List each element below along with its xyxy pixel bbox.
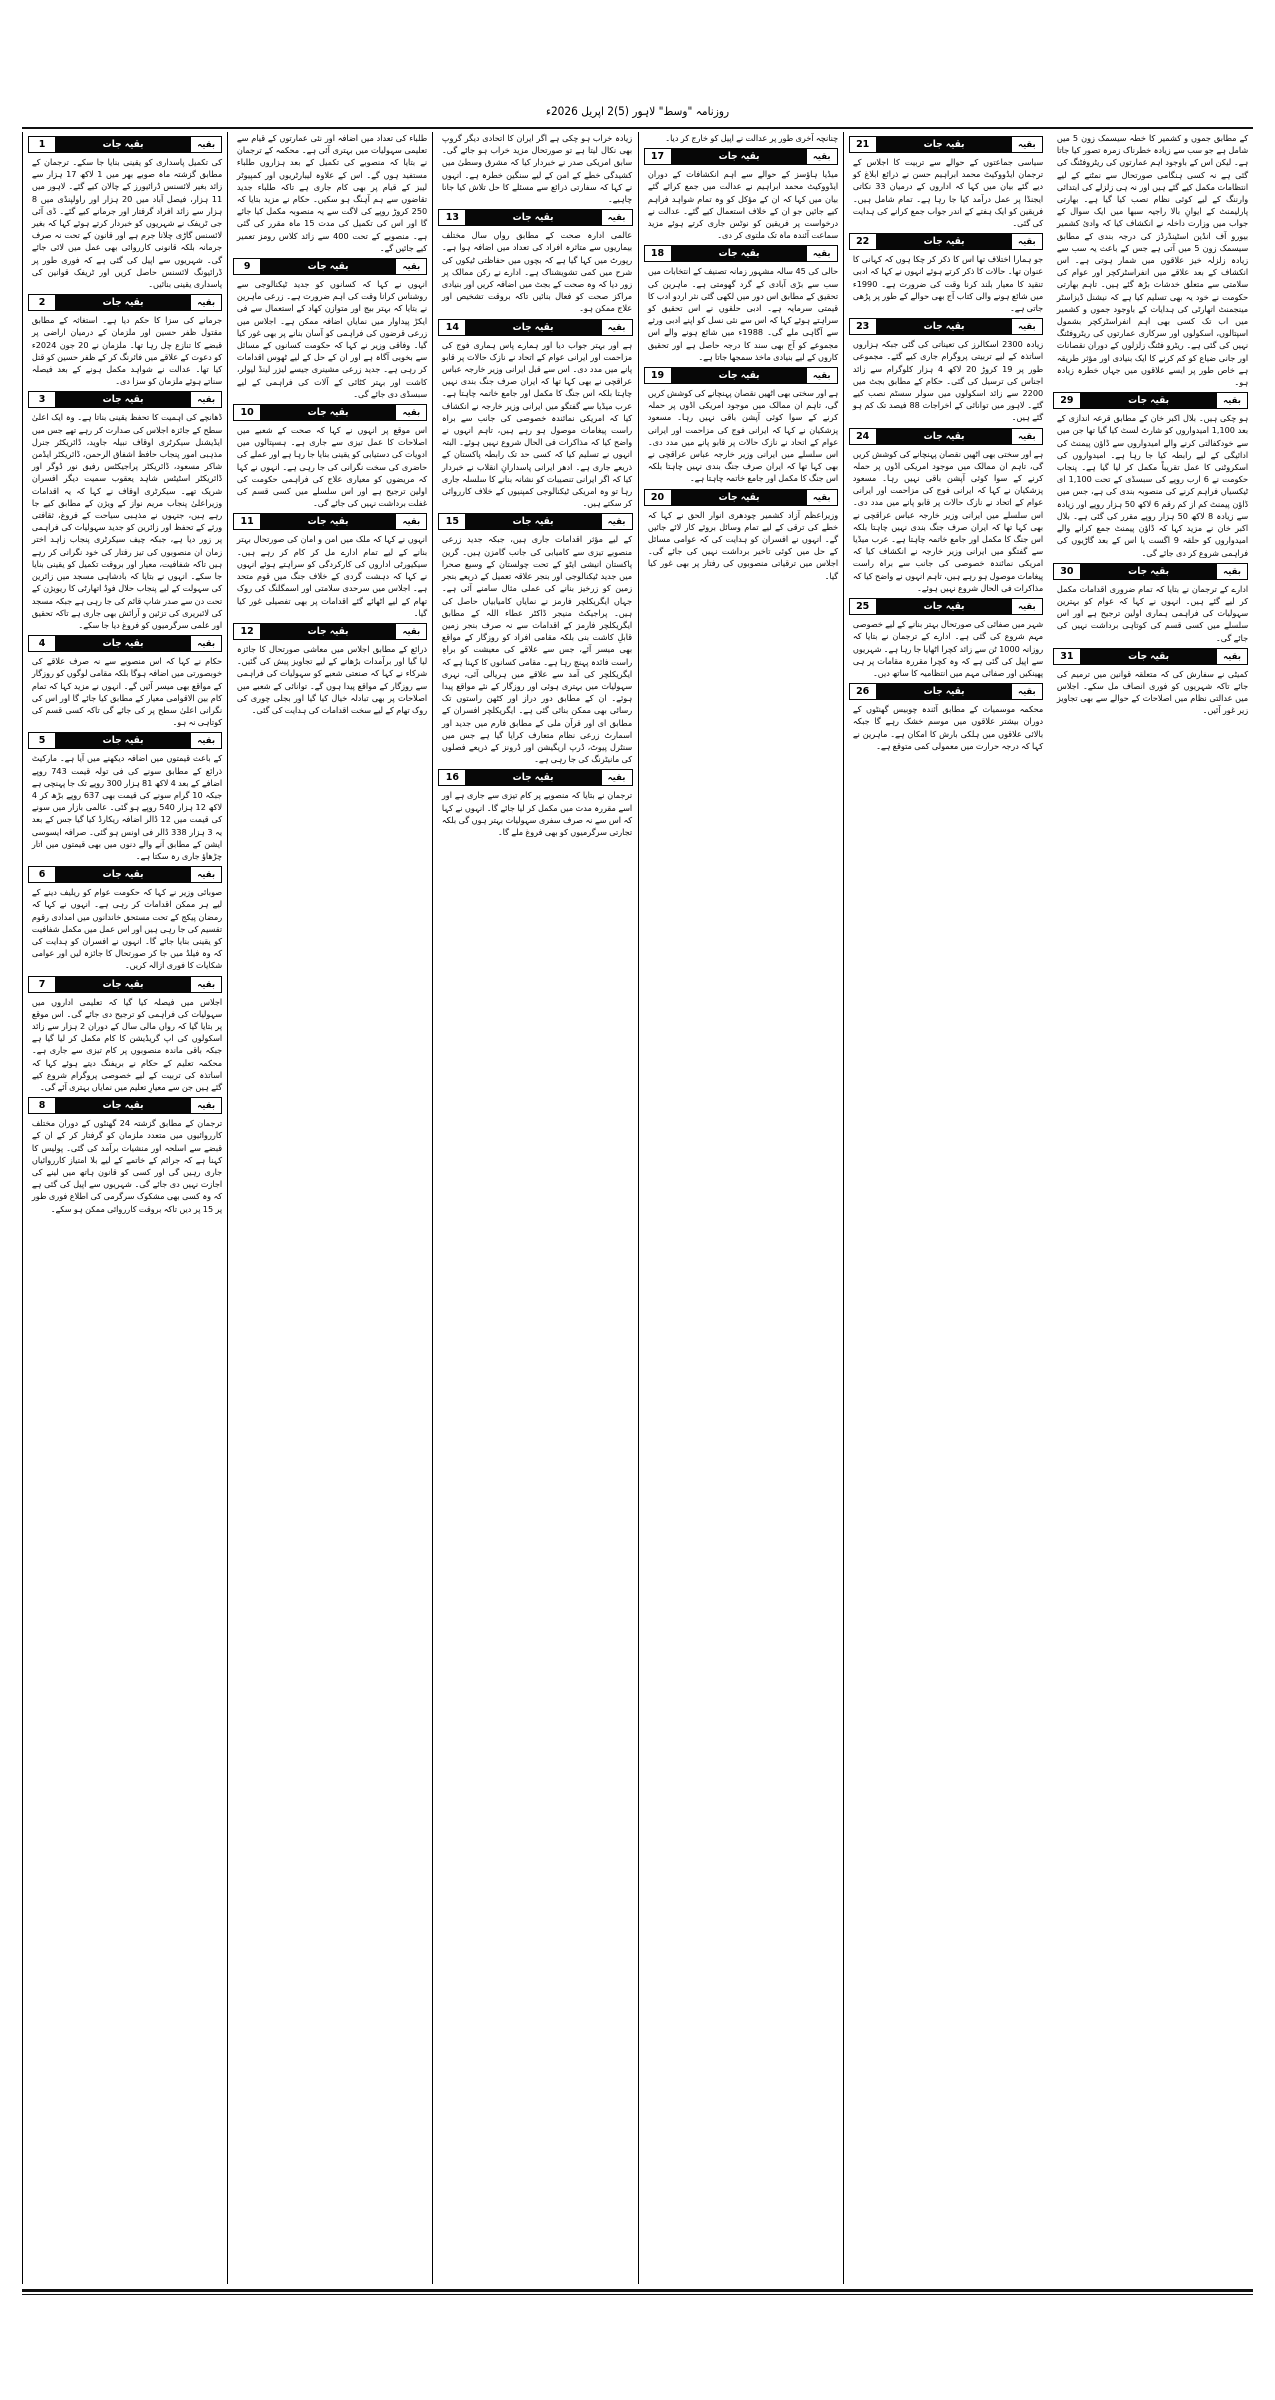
section-title: بقیہ جات: [513, 321, 554, 333]
section-header[interactable]: [1053, 648, 1248, 665]
section-number: 25: [850, 599, 876, 614]
news-column: [1048, 132, 1253, 2284]
section-tag: بقیہ: [807, 368, 837, 383]
article-paragraph: کے باعث قیمتوں میں اضافہ دیکھنے میں آیا ہے۔ مارکیٹ ذرائع کے مطابق سونے کی فی تولہ قیمت 743 روپے اضافے کے بعد 4 لاکھ 81 ہزار 300 روپے تک جا پہنچی ہے جبکہ 10 گرام سونے کی قیمت بھی 637 روپے بڑھ کر 4 لاکھ 12 ہزار 540 روپے ہو گئی۔ عالمی بازار میں سونے کی قیمت میں 12 ڈالر اضافہ ریکارڈ کیا گیا جس کے بعد یہ 3 ہزار 338 ڈالر فی اونس ہو گئی۔ صرافہ ایسوسی ایشن کے مطابق آنے والے دنوں میں بھی قیمتوں میں اتار چڑھاؤ جاری رہ سکتا ہے۔: [31, 753, 223, 861]
article-paragraph: عالمی ادارہ صحت کے مطابق رواں سال مختلف بیماریوں سے متاثرہ افراد کی تعداد میں اضافہ ہوا ہے۔ رپورٹ میں کہا گیا ہے کہ بچوں میں حفاظتی ٹیکوں کی شرح میں کمی تشویشناک ہے۔ ادارے نے رکن ممالک پر زور دیا کہ وہ صحت کے بجٹ میں اضافہ کریں اور بنیادی مراکز صحت کو فعال بنائیں تاکہ بروقت تشخیص اور علاج ممکن ہو۔: [442, 230, 633, 314]
section-number: 1: [29, 137, 55, 152]
section-header[interactable]: [644, 148, 838, 165]
section-title: بقیہ جات: [102, 297, 144, 309]
section-tag: بقیہ: [191, 733, 221, 748]
section-number: 2: [29, 295, 55, 310]
section-title: بقیہ جات: [1128, 650, 1169, 662]
section-number: 23: [850, 319, 876, 334]
section-header[interactable]: [233, 623, 427, 640]
section-tag: بقیہ: [1012, 234, 1042, 249]
section-number: 29: [1054, 393, 1080, 408]
section-number: 31: [1054, 649, 1080, 664]
section-title: بقیہ جات: [102, 869, 144, 881]
section-title: بقیہ جات: [923, 430, 965, 442]
section-header[interactable]: [644, 367, 838, 384]
section-title: بقیہ جات: [307, 625, 349, 637]
section-number: 5: [29, 733, 55, 748]
article-paragraph: سیاسی جماعتوں کے حوالے سے تربیت کا اجلاس کے ترجمان ایڈووکیٹ محمد ابراہیم حسن نے ذرائع ابلاغ کو دیے گئے بیان میں کہا کہ اداروں کے درمیان 33 نکاتی ایجنڈا پر عمل درآمد کیا جا رہا ہے۔ تمام شامل ہیں۔ فریقین کو ایک ہفتے کے اندر جواب جمع کرانے کی ہدایت کی گئی۔: [852, 157, 1043, 229]
section-header[interactable]: [644, 245, 838, 262]
article-paragraph: میڈیا ہاؤسز کے حوالے سے اہم انکشافات کے دوران ایڈووکیٹ محمد ابراہیم نے عدالت میں جمع کرائے گئے بیان میں کہا کہ ان کے مؤکل کو وہ تمام شواہد فراہم کیے جائیں جو ان کے خلاف استعمال کیے گئے۔ عدالت نے درخواست پر فریقین کو نوٹس جاری کرتے ہوئے مزید سماعت آئندہ ماہ تک ملتوی کر دی۔: [647, 169, 838, 241]
section-tag: بقیہ: [396, 405, 426, 420]
section-header[interactable]: [438, 319, 632, 336]
section-tag: بقیہ: [602, 514, 632, 529]
article-paragraph: ذرائع کے مطابق اجلاس میں معاشی صورتحال کا جائزہ لیا گیا اور برآمدات بڑھانے کے لیے تجاویز پیش کی گئیں۔ شرکاء نے کہا کہ صنعتی شعبے کو سہولیات کی فراہمی سے روزگار کے مواقع پیدا ہوں گے۔ توانائی کے شعبے میں اصلاحات پر بھی تبادلہ خیال کیا گیا اور بجلی چوری کی روک تھام کے لیے سخت اقدامات کی ہدایت کی گئی۔: [237, 643, 428, 715]
section-title: بقیہ جات: [923, 601, 965, 613]
section-header[interactable]: [28, 294, 222, 311]
header-rule: [22, 127, 1253, 129]
article-paragraph: کے مطابق جموں و کشمیر کا خطہ سیسمک زون 5 میں شامل ہے جو سب سے زیادہ خطرناک زمرہ تصور کیا جاتا ہے۔ لیکن اس کے باوجود اہم عمارتوں کی ریٹروفٹنگ کی گئی ہے نہ کسی ہنگامی صورتحال سے نمٹنے کے لیے انتظامات مکمل کیے گئے ہیں اور نہ ہی زلزلے کی ابتدائی وارننگ کے لیے کوئی نظام نصب کیا گیا ہے۔ بھارتی پارلیمنٹ کے ایوانِ بالا راجیہ سبھا میں ایک سوال کے جواب میں وزارت داخلہ نے انکشاف کیا کہ وادیٔ کشمیر بیورو آف انڈین اسٹینڈرڈز کی درجہ بندی کے مطابق سیسمک زون 5 میں آتی ہے جس کے باعث یہ سب سے زیادہ زلزلہ خیز علاقوں میں شمار ہوتی ہے۔ اس انکشاف کے بعد علاقے میں انفراسٹرکچر اور عوام کی سلامتی سے متعلق خدشات بڑھ گئے ہیں۔ تاہم بھارتی حکومت نے خود یہ بھی تسلیم کیا ہے کہ نیشنل ڈیزاسٹر مینجمنٹ اتھارٹی کی ہدایات کے باوجود جموں و کشمیر میں اب تک کسی بھی اہم انفراسٹرکچر بشمول اسپتالوں، اسکولوں اور سرکاری عمارتوں کی ریٹروفٹنگ نہیں کی گئی ہے۔ ریٹرو فٹنگ زلزلوں کے دوران نقصانات اور جانی ضیاع کو کم کرنے کا ایک بنیادی اور مؤثر طریقہ ہے خاص طور پر ایسے علاقوں میں جہاں خطرہ زیادہ ہو۔: [1056, 133, 1249, 388]
article-paragraph: کے لیے مؤثر اقدامات جاری ہیں، جبکہ جدید زرعی منصوبے تیزی سے کامیابی کی جانب گامزن ہیں۔ گرین پاکستان انیشی ایٹو کے تحت چولستان کے وسیع صحرا میں جدید ٹیکنالوجی اور بنجر علاقہ تعمیل کے ذریعے بنجر زمین کو زرخیز بنانے کی عملی مثال سامنے آئی ہے۔ جہاں ایگریکلچر فارمز نے نمایاں کامیابیاں حاصل کی ہیں۔ پراجیکٹ منیجر ڈاکٹر عطاء اللہ کے مطابق ایگریکلچر فارمز کے اقدامات سے نہ صرف بنجر زمین قابلِ کاشت بنی بلکہ مقامی افراد کو روزگار کے مواقع بھی میسر آئے، جس سے علاقے کی معیشت کو براہِ راست فائدہ پہنچ رہا ہے۔ مقامی کسانوں کا کہنا ہے کہ ایگریکلچر کی آمد سے علاقے میں ہریالی آئی، نہری سہولیات میں بہتری ہوئی اور روزگار کے نئے مواقع پیدا ہوئے۔ ان کے مطابق دور دراز اور کٹھن راستوں تک رسائی بھی ممکن بنائی گئی ہے۔ ایگریکلچر افسران کے مطابق ای اور قرآن ملی کے مطابق فارم میں جدید اور اسمارٹ زرعی نظام متعارف کرایا گیا ہے جس میں سنٹرل پیوٹ، ڈرپ اریگیشن اور ڈرونز کے ذریعے فصلوں کی مانیٹرنگ کی جا رہی ہے۔: [442, 534, 633, 765]
article-paragraph: ادارے کے ترجمان نے بتایا کہ تمام ضروری اقدامات مکمل کر لیے گئے ہیں۔ انہوں نے کہا کہ عوام کو بہترین سہولیات کی فراہمی ہماری اولین ترجیح ہے اور اس سلسلے میں کسی قسم کی کوتاہی برداشت نہیں کی جائے گی۔: [1056, 583, 1249, 643]
section-number: 30: [1054, 564, 1080, 579]
article-paragraph: کی تکمیل پاسداری کو یقینی بنایا جا سکے۔ ترجمان کے مطابق گزشتہ ماہ صوبے بھر میں 1 لاکھ 17 ہزار سے زائد بغیر لائسنس ڈرائیورز کے چالان کیے گئے۔ لاہور میں 11 ہزار، فیصل آباد میں 20 ہزار اور راولپنڈی میں 8 ہزار سے زائد افراد گرفتار اور جرمانے کیے گئے۔ ڈی آئی جی ٹریفک نے شہریوں کو خبردار کرتے ہوئے کہا کہ بغیر لائسنس گاڑی چلانا جرم ہے اور قانون کے تحت نہ صرف جرمانہ بلکہ قانونی کارروائی بھی عمل میں لائی جائے گی۔ شہریوں سے اپیل کی گئی ہے کہ فوری طور پر ڈرائیونگ لائسنس حاصل کریں اور ٹریفک قوانین کی پاسداری یقینی بنائیں۔: [31, 157, 223, 290]
article-paragraph: جو ہمارا اختلاف تھا اس کا ذکر کر چکا ہوں کہ کہانی کا عنوان تھا۔ حالات کا ذکر کرتے ہوئے انہوں نے کہا کہ ادبی تنقید کا معیار بلند کرنا وقت کی ضرورت ہے۔ 1990ء میں شائع ہونے والی کتاب آج بھی حوالے کے طور پر پڑھی جاتی ہے۔: [852, 254, 1043, 314]
section-number: 20: [645, 490, 671, 505]
article-paragraph: چنانچہ آخری طور پر عدالت نے اپیل کو خارج کر دیا۔: [664, 133, 838, 143]
article-paragraph: حکام نے کہا کہ اس منصوبے سے نہ صرف علاقے کی خوبصورتی میں اضافہ ہوگا بلکہ مقامی لوگوں کو روزگار کے مواقع بھی میسر آئیں گے۔ انہوں نے مزید کہا کہ تمام کام بین الاقوامی معیار کے مطابق کیا جائے گا اور اس کی نگرانی اعلیٰ سطح پر کی جائے گی تاکہ کسی قسم کی کوتاہی نہ ہو۔: [31, 656, 223, 728]
section-header[interactable]: [233, 513, 427, 530]
section-header[interactable]: [849, 598, 1043, 615]
section-number: 22: [850, 234, 876, 249]
section-title: بقیہ جات: [307, 516, 349, 528]
section-title: بقیہ جات: [1128, 565, 1169, 577]
section-header[interactable]: [233, 404, 427, 421]
section-header[interactable]: [28, 136, 222, 153]
article-paragraph: ترجمان نے بتایا کہ منصوبے پر کام تیزی سے جاری ہے اور اسے مقررہ مدت میں مکمل کر لیا جائے گا۔ انہوں نے کہا کہ اس سے نہ صرف سفری سہولیات بہتر ہوں گی بلکہ تجارتی سرگرمیوں کو بھی فروغ ملے گا۔: [442, 790, 633, 837]
section-tag: بقیہ: [191, 392, 221, 407]
section-title: بقیہ جات: [923, 139, 965, 150]
section-header[interactable]: [849, 136, 1043, 153]
section-tag: بقیہ: [191, 137, 221, 152]
section-number: 11: [234, 514, 260, 529]
article-paragraph: زیادہ خراب ہو چکی ہے اگر ایران کا اتحادی دیگر گروپ بھی نکال لیتا ہے تو صورتحال مزید خراب ہو جائے گی۔ سابق امریکی صدر نے خبردار کیا کہ مشرق وسطیٰ میں کشیدگی خطے کے امن کے لیے سنگین خطرہ ہے۔ انہوں نے کہا کہ سفارتی ذرائع سے مسئلے کا حل تلاش کیا جانا چاہیے۔: [442, 133, 633, 205]
section-header[interactable]: [233, 258, 427, 275]
section-tag: بقیہ: [191, 636, 221, 651]
section-number: 19: [645, 368, 671, 383]
section-header[interactable]: [28, 1097, 222, 1114]
section-title: بقیہ جات: [923, 686, 965, 698]
article-paragraph: ڈھانچے کی اہمیت کا تحفظ یقینی بناتا ہے۔ وہ ایک اعلیٰ سطح کے جائزہ اجلاس کی صدارت کر رہے تھے جس میں ایڈیشنل سیکرٹری اوقاف نبیلہ جاوید، ڈائریکٹر جنرل مذہبی امور پنجاب حافظ اشفاق الرحمن، ڈائریکٹر ایڈمن شاکر مسعود، ڈائریکٹر پراجیکٹس رفیق نور ڈوگر اور ڈائریکٹر اسٹیٹس شاہد یعقوب سمیت دیگر افسران شریک تھے۔ سیکرٹری اوقاف نے کہا کہ یہ اقدامات وزیراعلیٰ پنجاب مریم نواز کے ویژن کے مطابق کیے جا رہے ہیں، جنہوں نے مذہبی سیاحت کے فروغ، ثقافتی ورثے کے تحفظ اور زائرین کو جدید سہولیات کی فراہمی پر زور دیا ہے، جبکہ چیف سیکرٹری پنجاب زاہد اختر زمان ان منصوبوں کی تیز رفتار کی خود نگرانی کر رہے ہیں تاکہ شفافیت، معیار اور بروقت تکمیل کو یقینی بنایا جا سکے۔ انہوں نے بتایا کہ بادشاہی مسجد میں زائرین کی سہولت کے لیے پنجاب حلال فوڈ اتھارٹی کا ریویژن کے تحت دن سے صدر شاپ قائم کی جا رہی ہے جبکہ مسجد کی لائبریری کی تزئین و آرائش بھی جاری ہے تاکہ تحقیق اور علمی سرگرمیوں کو فروغ دیا جا سکے۔: [31, 412, 223, 630]
article-paragraph: طلباء کی تعداد میں اضافہ اور نئی عمارتوں کے قیام سے تعلیمی سہولیات میں بہتری آئی ہے۔ محکمہ کے ترجمان نے بتایا کہ منصوبے کی تکمیل کے بعد ہزاروں طلباء مستفید ہوں گے۔ اس کے علاوہ لیبارٹریوں اور کمپیوٹر لیبز کے قیام پر بھی کام جاری ہے تاکہ طلباء جدید تقاضوں سے ہم آہنگ ہو سکیں۔ حکام نے مزید بتایا کہ 250 کروڑ روپے کی لاگت سے یہ منصوبہ مکمل کیا جائے گا اور اس کی تکمیل کی مدت 15 ماہ مقرر کی گئی ہے۔ منصوبے کے تحت 400 سے زائد کلاس رومز تعمیر کیے جائیں گے۔: [237, 133, 428, 253]
section-number: 8: [29, 1098, 55, 1113]
section-title: بقیہ جات: [923, 236, 965, 248]
section-header[interactable]: [438, 513, 632, 530]
section-title: بقیہ جات: [102, 978, 144, 990]
article-paragraph: صوبائی وزیر نے کہا کہ حکومت عوام کو ریلیف دینے کے لیے ہر ممکن اقدامات کر رہی ہے۔ انہوں نے کہا کہ رمضان پیکج کے تحت مستحق خاندانوں میں امدادی رقوم تقسیم کی جا رہی ہیں اور اس عمل میں مکمل شفافیت کو یقینی بنایا جائے گا۔ انہوں نے افسران کو ہدایت کی کہ وہ فیلڈ میں جا کر صورتحال کا جائزہ لیں اور عوامی شکایات کا فوری ازالہ کریں۔: [31, 887, 223, 971]
article-paragraph: ہے اور بہتر جواب دیا اور ہمارے پاس ہماری فوج کی مزاحمت اور ایرانی عوام کے اتحاد نے نازک حالات پر قابو پانے میں مدد دی۔ اس سے قبل ایرانی وزیر خارجہ عباس عراقچی نے بھی کہا تھا کہ ایران صرف جنگ بندی نہیں چاہتا بلکہ اس جنگ کا مکمل اور جامع خاتمہ چاہتا ہے۔ عرب میڈیا سے گفتگو میں ایرانی وزیر خارجہ نے انکشاف کیا کہ امریکی نمائندہ خصوصی کی جانب سے براہ راست پیغامات موصول ہو رہے ہیں، تاہم انہوں نے واضح کیا کہ مذاکرات فی الحال شروع نہیں ہوئے۔ البتہ انہوں نے تسلیم کیا کہ کسی حد تک رابطہ پاکستان کے ذریعے جاری ہے۔ ادھر ایرانی پاسدارانِ انقلاب نے خبردار کیا کہ اگر ایرانی تنصیبات کو نشانہ بنانے کا سلسلہ جاری رہا تو وہ امریکی ٹیکنالوجی کمپنیوں کے خلاف کارروائی کر سکتے ہیں۔: [442, 339, 633, 509]
section-number: 7: [29, 977, 55, 992]
news-column: [432, 132, 637, 2284]
section-header[interactable]: [438, 209, 632, 226]
section-number: 24: [850, 429, 876, 444]
section-number: 16: [439, 770, 465, 785]
section-title: بقیہ جات: [307, 407, 349, 419]
section-tag: بقیہ: [807, 246, 837, 261]
section-tag: بقیہ: [191, 867, 221, 882]
section-title: بقیہ جات: [718, 370, 760, 382]
section-number: 21: [850, 137, 876, 152]
footer-rule: [22, 2289, 1253, 2292]
section-header[interactable]: [1053, 392, 1248, 409]
section-title: بقیہ جات: [923, 321, 965, 333]
article-paragraph: محکمہ موسمیات کے مطابق آئندہ چوبیس گھنٹوں کے دوران بیشتر علاقوں میں موسم خشک رہے گا جبکہ بالائی علاقوں میں ہلکی بارش کا امکان ہے۔ ماہرین نے کہا کہ درجہ حرارت میں معمولی کمی متوقع ہے۔: [852, 704, 1043, 751]
article-paragraph: ترجمان کے مطابق گزشتہ 24 گھنٹوں کے دوران مختلف کارروائیوں میں متعدد ملزمان کو گرفتار کر کے ان کے قبضے سے اسلحہ اور منشیات برآمد کی گئی۔ پولیس کا کہنا ہے کہ جرائم کے خاتمے کے لیے بلا امتیاز کارروائیاں جاری رہیں گی اور کسی کو قانون ہاتھ میں لینے کی اجازت نہیں دی جائے گی۔ شہریوں سے اپیل کی گئی ہے کہ وہ کسی بھی مشکوک سرگرمی کی اطلاع فوری طور پر 15 پر دیں تاکہ بروقت کارروائی ممکن ہو سکے۔: [31, 1118, 223, 1214]
section-title: بقیہ جات: [102, 1100, 144, 1112]
section-number: 14: [439, 320, 465, 335]
masthead: [0, 104, 1275, 118]
section-title: بقیہ جات: [513, 516, 554, 528]
section-number: 9: [234, 259, 260, 274]
section-title: بقیہ جات: [1128, 395, 1169, 407]
section-header[interactable]: [28, 866, 222, 883]
section-header[interactable]: [849, 428, 1043, 445]
article-paragraph: اس موقع پر انہوں نے کہا کہ صحت کے شعبے میں اصلاحات کا عمل تیزی سے جاری ہے۔ ہسپتالوں میں ادویات کی دستیابی کو یقینی بنایا جا رہا ہے اور عملے کی حاضری کی سخت نگرانی کی جا رہی ہے۔ انہوں نے کہا کہ مریضوں کو معیاری علاج کی فراہمی حکومت کی اولین ترجیح ہے اور اس سلسلے میں کسی قسم کی غفلت برداشت نہیں کی جائے گی۔: [237, 425, 428, 509]
section-number: 4: [29, 636, 55, 651]
section-title: بقیہ جات: [307, 261, 349, 273]
section-header[interactable]: [28, 976, 222, 993]
section-title: بقیہ جات: [718, 491, 760, 503]
section-title: بقیہ جات: [718, 151, 760, 163]
section-number: 26: [850, 684, 876, 699]
section-title: بقیہ جات: [102, 394, 144, 406]
section-tag: بقیہ: [1012, 137, 1042, 152]
section-header[interactable]: [1053, 563, 1248, 580]
section-tag: بقیہ: [1217, 393, 1247, 408]
section-number: 12: [234, 624, 260, 639]
section-tag: بقیہ: [1217, 649, 1247, 664]
news-column: [227, 132, 432, 2284]
section-tag: بقیہ: [191, 977, 221, 992]
section-tag: بقیہ: [1012, 599, 1042, 614]
section-header[interactable]: [849, 318, 1043, 335]
section-header[interactable]: [849, 683, 1043, 700]
section-tag: بقیہ: [602, 320, 632, 335]
section-title: بقیہ جات: [102, 139, 144, 150]
section-title: بقیہ جات: [718, 248, 760, 260]
section-tag: بقیہ: [807, 149, 837, 164]
section-number: 6: [29, 867, 55, 882]
news-column: [22, 132, 227, 2284]
section-header[interactable]: [28, 635, 222, 652]
section-number: 10: [234, 405, 260, 420]
section-tag: بقیہ: [1012, 429, 1042, 444]
article-paragraph: ہو چکی ہیں۔ بلال اکبر خان کے مطابق قرعہ اندازی کے بعد 1,100 امیدواروں کو شارٹ لسٹ کیا گیا تھا جن میں سے خودکفالتی کرنے والے امیدواروں سے ڈاؤن پیمنٹ کی ادائیگی کے لیے رابطہ کیا جا رہا ہے۔ امیدواروں کی اسکروٹنی کا عمل تقریباً مکمل کر لیا گیا ہے۔ پنجاب حکومت نے 6 ارب روپے کی سبسڈی کے تحت 1,100 ای ٹیکسیاں فراہم کرنے کی منصوبہ بندی کی ہے، جس میں ڈاؤن پیمنٹ کم از کم رقم 6 لاکھ 50 ہزار روپے اور زیادہ سے زیادہ 8 لاکھ 50 ہزار روپے مقرر کی گئی ہے۔ بلال اکبر خان نے مزید کہا کہ ڈاؤن پیمنٹ جمع کرانے والے امیدواروں کو حلقہ 9 اگست یا اس کے بعد گاڑیوں کی فراہمی شروع کر دی جائے گی۔: [1056, 413, 1249, 558]
section-title: بقیہ جات: [102, 638, 144, 650]
article-paragraph: زیادہ 2300 اسکالرز کی تعیناتی کی گئی جبکہ ہزاروں اساتذہ کے لیے تربیتی پروگرام جاری کیے گئے۔ مجموعی طور پر 19 کروڑ 20 لاکھ 4 ہزار کلوگرام سے زائد اجناس کی ترسیل کی گئی۔ حکام کے مطابق بجٹ میں 2200 سے زائد اسکولوں میں سولر سسٹم نصب کیے گئے۔ لاہور میں توانائی کے اخراجات 88 فیصد تک کم ہو گئے ہیں۔: [852, 339, 1043, 423]
section-tag: بقیہ: [396, 259, 426, 274]
news-column: [638, 132, 843, 2284]
article-paragraph: ہے اور سختی بھی اٹھیں نقصان پہنچانے کی کوشش کریں گی، تاہم ان ممالک میں موجود امریکی اڈوں پر حملہ کرنے کے سوا کوئی آپشن باقی نہیں رہا۔ مسعود پزشکیان نے کہا کہ ایرانی فوج کی مزاحمت اور ایرانی عوام کے اتحاد نے نازک حالات پر قابو پانے میں مدد دی۔ اس سلسلے میں ایرانی وزیر خارجہ عباس عراقچی نے بھی کہا تھا کہ ایران صرف جنگ بندی نہیں چاہتا بلکہ اس جنگ کا مکمل اور جامع خاتمہ چاہتا ہے۔ عرب میڈیا سے گفتگو میں ایرانی وزیر خارجہ نے انکشاف کیا کہ امریکی نمائندہ خصوصی کی جانب سے براہ راست پیغامات موصول ہو رہے ہیں، تاہم انہوں نے واضح کیا کہ مذاکرات فی الحال شروع نہیں ہوئے۔: [852, 448, 1043, 593]
section-number: 15: [439, 514, 465, 529]
section-header[interactable]: [28, 391, 222, 408]
section-number: 13: [439, 210, 465, 225]
footer-rule-thin: [22, 2294, 1253, 2295]
section-tag: بقیہ: [191, 295, 221, 310]
section-tag: بقیہ: [396, 624, 426, 639]
section-tag: بقیہ: [807, 490, 837, 505]
section-header[interactable]: [644, 489, 838, 506]
article-paragraph: انہوں نے کہا کہ ملک میں امن و امان کی صورتحال بہتر بنانے کے لیے تمام ادارے مل کر کام کر رہے ہیں۔ سیکیورٹی اداروں کی کارکردگی کو سراہتے ہوئے انہوں نے کہا کہ دہشت گردی کے خلاف جنگ میں قوم متحد ہے۔ اجلاس میں سرحدی سلامتی اور اسمگلنگ کی روک تھام کے لیے اٹھائے گئے اقدامات پر بھی تفصیلی غور کیا گیا۔: [237, 534, 428, 618]
section-tag: بقیہ: [1217, 564, 1247, 579]
section-tag: بقیہ: [1012, 684, 1042, 699]
article-paragraph: اجلاس میں فیصلہ کیا گیا کہ تعلیمی اداروں میں سہولیات کی فراہمی کو ترجیح دی جائے گی۔ اس موقع پر بتایا گیا کہ رواں مالی سال کے دوران 2 ہزار سے زائد اسکولوں کی اپ گریڈیشن کا کام مکمل کر لیا گیا ہے جبکہ باقی ماندہ منصوبوں پر کام تیزی سے جاری ہے۔ محکمہ تعلیم کے حکام نے بریفنگ دیتے ہوئے کہا کہ اساتذہ کی تربیت کے لیے خصوصی پروگرام شروع کیے گئے ہیں جن سے معیارِ تعلیم میں نمایاں بہتری آئے گی۔: [31, 996, 223, 1092]
section-tag: بقیہ: [602, 770, 632, 785]
article-paragraph: شہر میں صفائی کی صورتحال بہتر بنانے کے لیے خصوصی مہم شروع کی گئی ہے۔ ادارے کے ترجمان نے بتایا کہ روزانہ 1000 ٹن سے زائد کچرا اٹھایا جا رہا ہے۔ شہریوں سے اپیل کی گئی ہے کہ وہ کچرا مقررہ مقامات پر ہی پھینکیں اور صفائی مہم میں انتظامیہ کا ساتھ دیں۔: [852, 619, 1043, 678]
article-paragraph: انہوں نے کہا کہ کسانوں کو جدید ٹیکنالوجی سے روشناس کرانا وقت کی اہم ضرورت ہے۔ زرعی ماہرین نے بتایا کہ بہتر بیج اور متوازن کھاد کے استعمال سے فی ایکڑ پیداوار میں نمایاں اضافہ ممکن ہے۔ اجلاس میں زرعی قرضوں کی فراہمی کو آسان بنانے پر بھی غور کیا گیا۔ وفاقی وزیر نے کہا کہ حکومت کسانوں کے مسائل سے بخوبی آگاہ ہے اور ان کے حل کے لیے ٹھوس اقدامات کر رہی ہے۔ جدید زرعی مشینری جیسے لیزر لینڈ لیولر، کاشت اور بہتر کٹائی کے آلات کی فراہمی کے لیے سبسڈی دی جائے گی۔: [237, 279, 428, 399]
section-number: 3: [29, 392, 55, 407]
section-title: بقیہ جات: [513, 772, 554, 784]
section-header[interactable]: [438, 769, 632, 786]
article-paragraph: حالی کی 45 سالہ مشہور زمانہ تصنیف کے انتخابات میں سب سے بڑی آبادی کے گرد گھومتی ہے۔ ماہرین کی تحقیق کے مطابق اس دور میں لکھی گئی نثر اردو ادب کا قیمتی سرمایہ ہے۔ ادبی حلقوں نے اس تحقیق کو سراہتے ہوئے کہا کہ اس سے نئی نسل کو اپنے ادبی ورثے سے آگاہی ملے گی۔ 1988ء میں شائع ہونے والے اس مجموعے کو آج بھی سند کا درجہ حاصل ہے اور تحقیق کاروں کے لیے بنیادی ماخذ سمجھا جاتا ہے۔: [647, 266, 838, 362]
article-paragraph: وزیراعظم آزاد کشمیر چودھری انوار الحق نے کہا کہ خطے کی ترقی کے لیے تمام وسائل بروئے کار لائے جائیں گے۔ انہوں نے افسران کو ہدایت کی کہ عوامی مسائل کے حل میں کوئی تاخیر برداشت نہیں کی جائے گی۔ اجلاس میں ترقیاتی منصوبوں کی رفتار پر بھی غور کیا گیا۔: [647, 509, 838, 581]
section-tag: بقیہ: [396, 514, 426, 529]
section-title: بقیہ جات: [102, 735, 144, 747]
article-paragraph: جرمانے کی سزا کا حکم دیا ہے۔ استغاثہ کے مطابق مقتول ظفر حسین اور ملزمان کے درمیان اراضی پر قبضے کا تنازع چل رہا تھا۔ ملزمان نے 20 جون 2024ء کو دعوت کے علاقے میں فائرنگ کر کے ظفر حسین کو قتل کیا تھا۔ عدالت نے شواہد مکمل ہونے کے بعد فیصلہ سناتے ہوئے ملزمان کو سزا دی۔: [31, 315, 223, 387]
column-grid: [22, 132, 1253, 2284]
article-paragraph: ہے اور سختی بھی اٹھیں نقصان پہنچانے کی کوشش کریں گی، تاہم ان ممالک میں موجود امریکی اڈوں پر حملہ کرنے کے سوا کوئی آپشن باقی نہیں رہا۔ مسعود پزشکیان نے کہا کہ ایرانی فوج کی مزاحمت اور ایرانی عوام کے اتحاد نے نازک حالات پر قابو پانے میں مدد دی۔ اس سلسلے میں ایرانی وزیر خارجہ عباس عراقچی نے بھی کہا تھا کہ ایران صرف جنگ بندی نہیں چاہتا بلکہ اس جنگ کا مکمل اور جامع خاتمہ چاہتا ہے۔: [647, 388, 838, 484]
section-number: 18: [645, 246, 671, 261]
section-header[interactable]: [849, 233, 1043, 250]
news-column: [843, 132, 1048, 2284]
section-header[interactable]: [28, 732, 222, 749]
section-tag: بقیہ: [602, 210, 632, 225]
section-number: 17: [645, 149, 671, 164]
masthead-text: روزنامہ "وسط" لاہور (5)2 اپریل 2026ء: [545, 104, 730, 118]
section-title: بقیہ جات: [513, 212, 554, 224]
section-tag: بقیہ: [1012, 319, 1042, 334]
article-paragraph: کمیٹی نے سفارش کی کہ متعلقہ قوانین میں ترمیم کی جائے تاکہ شہریوں کو فوری انصاف مل سکے۔ اجلاس میں عدالتی نظام میں اصلاحات کے حوالے سے بھی تجاویز زیر غور آئیں۔: [1056, 668, 1249, 716]
section-tag: بقیہ: [191, 1098, 221, 1113]
